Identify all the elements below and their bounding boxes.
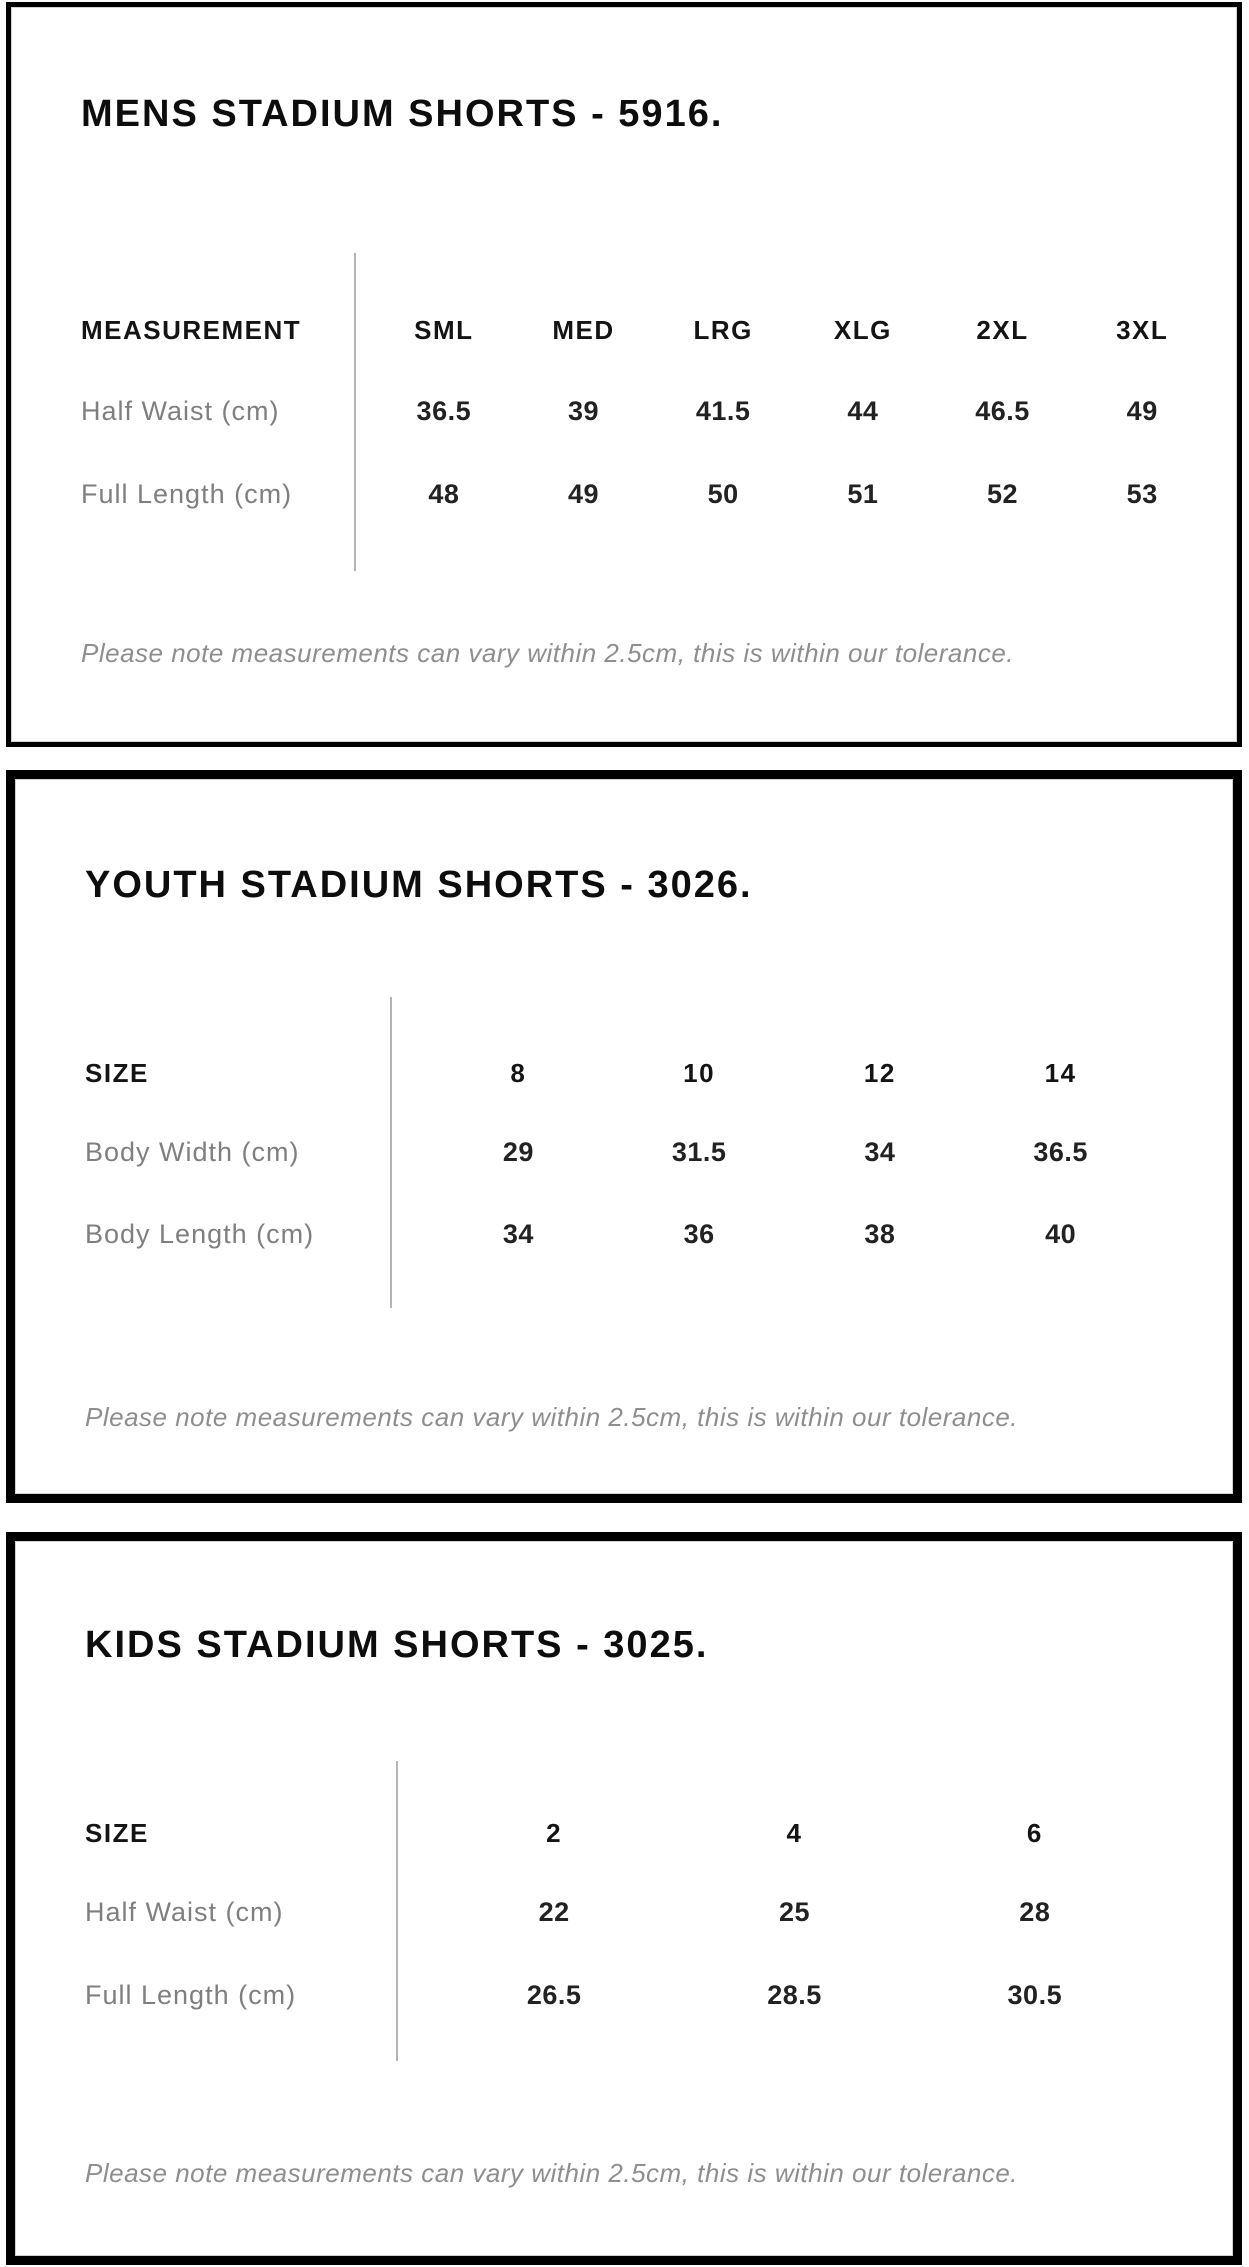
- value-cell: 41.5: [695, 395, 751, 426]
- header-label-cell: MEASUREMENT: [81, 314, 302, 345]
- size-header-cell: SML: [414, 314, 474, 345]
- size-header-cell: 8: [510, 1057, 527, 1088]
- row-label-cell: Half Waist (cm): [85, 1896, 284, 1927]
- value-cell: 36.5: [416, 395, 472, 426]
- size-card-youth-stadium-shorts: [6, 770, 1242, 1503]
- value-cell: 28.5: [767, 1979, 822, 2010]
- size-header-cell: 12: [863, 1057, 896, 1088]
- size-header-cell: 3XL: [1116, 314, 1169, 345]
- value-cell: 38: [864, 1218, 896, 1249]
- value-cell: 34: [864, 1136, 896, 1167]
- card-title: KIDS STADIUM SHORTS - 3025.: [85, 1624, 709, 1666]
- measurement-row: [15, 1132, 1233, 1172]
- size-header-cell: XLG: [833, 314, 892, 345]
- tolerance-note: Please note measurements can vary within 2.5cm, this is within our tolerance.: [81, 638, 1015, 668]
- value-cell: 26.5: [526, 1979, 582, 2010]
- card-title: MENS STADIUM SHORTS - 5916.: [81, 93, 724, 135]
- measurement-row: [15, 1892, 1233, 1932]
- row-label-cell: Body Width (cm): [85, 1136, 300, 1167]
- column-divider-line: [390, 997, 392, 1308]
- size-header-cell: 10: [683, 1057, 716, 1088]
- value-cell: 49: [567, 478, 600, 509]
- size-card-kids-stadium-shorts: [6, 1532, 1242, 2265]
- size-header-cell: 4: [786, 1817, 803, 1848]
- value-cell: 50: [707, 478, 739, 509]
- value-cell: 44: [847, 395, 879, 426]
- value-cell: 49: [1126, 395, 1158, 426]
- value-cell: 22: [538, 1896, 570, 1927]
- tolerance-note: Please note measurements can vary within 2.5cm, this is within our tolerance.: [85, 2158, 1019, 2188]
- value-cell: 36.5: [1033, 1136, 1088, 1167]
- card-title: YOUTH STADIUM SHORTS - 3026.: [85, 864, 753, 906]
- size-header-cell: 6: [1026, 1817, 1043, 1848]
- value-cell: 28: [1019, 1896, 1051, 1927]
- size-header-cell: LRG: [693, 314, 753, 345]
- value-cell: 52: [987, 478, 1019, 509]
- row-label-cell: Full Length (cm): [81, 478, 293, 509]
- size-header-cell: MED: [552, 314, 615, 345]
- row-label-cell: Full Length (cm): [85, 1979, 297, 2010]
- measurement-row: [15, 1975, 1233, 2015]
- size-card-mens-stadium-shorts: [6, 2, 1242, 747]
- row-label-cell: Body Length (cm): [85, 1218, 315, 1249]
- value-cell: 31.5: [671, 1136, 727, 1167]
- size-header-cell: 14: [1044, 1057, 1077, 1088]
- size-header-row: [15, 1053, 1233, 1093]
- header-label-cell: SIZE: [85, 1057, 149, 1088]
- column-divider-line: [396, 1761, 398, 2061]
- value-cell: 48: [428, 478, 460, 509]
- measurement-row: [11, 474, 1237, 514]
- row-label-cell: Half Waist (cm): [81, 395, 280, 426]
- value-cell: 30.5: [1007, 1979, 1063, 2010]
- value-cell: 46.5: [975, 395, 1030, 426]
- value-cell: 34: [502, 1218, 534, 1249]
- tolerance-note: Please note measurements can vary within 2.5cm, this is within our tolerance.: [85, 1402, 1019, 1432]
- value-cell: 39: [567, 395, 600, 426]
- size-header-cell: 2XL: [976, 314, 1029, 345]
- measurement-row: [15, 1214, 1233, 1254]
- value-cell: 40: [1045, 1218, 1077, 1249]
- measurement-row: [11, 391, 1237, 431]
- size-header-cell: 2: [546, 1817, 563, 1848]
- value-cell: 25: [778, 1896, 811, 1927]
- size-header-row: [11, 310, 1237, 350]
- column-divider-line: [354, 253, 356, 571]
- header-label-cell: SIZE: [85, 1817, 149, 1848]
- value-cell: 29: [502, 1136, 534, 1167]
- value-cell: 36: [683, 1218, 715, 1249]
- value-cell: 53: [1126, 478, 1158, 509]
- value-cell: 51: [847, 478, 879, 509]
- size-header-row: [15, 1813, 1233, 1853]
